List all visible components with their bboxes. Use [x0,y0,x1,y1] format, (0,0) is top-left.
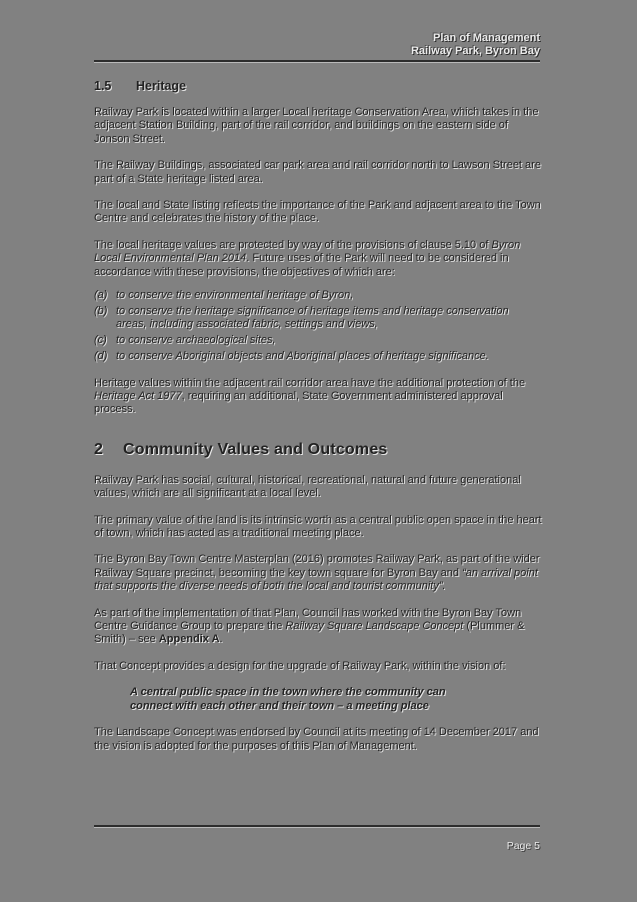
objectives-list [94,289,542,364]
list-item [94,350,542,363]
list-item [94,289,542,302]
list-item [94,305,542,332]
paragraph: The primary value of the land is its intrinsic worth as a central public open space in the heart of town, which has acted as a traditional meeting place. [94,513,542,540]
footer-rule [94,825,540,827]
list-item-label: (c) [94,334,107,347]
section-number: 1.5 [94,79,112,93]
paragraph: The local heritage values are protected by way of the provisions of clause 5.10 of Byron Local Environmental Plan 2014. Future uses of the Park will need to be considered in accordance with these provisions, the objectives of which are: [94,238,521,278]
section-title: Heritage [136,79,187,93]
document-body [94,72,542,766]
paragraph: The Landscape Concept was endorsed by Council at its meeting of 14 December 2017 and the vision is adopted for the purposes of this Plan of Management. [94,726,539,752]
list-item-text: to conserve the heritage significance of heritage items and heritage conservation areas, including associated fabric, settings and views, [116,304,509,331]
list-item-label: (b) [94,304,108,317]
paragraph: That Concept provides a design for the upgrade of Railway Park, within the vision of: [94,659,506,672]
header-rule [94,60,540,62]
section-number: 2 [94,440,104,458]
paragraph: The local and State listing reflects the importance of the Park and adjacent area to the Town Centre and celebrates the history of the place. [94,199,541,225]
page-number: Page 5 [506,840,540,852]
section-heading-heritage [94,79,542,93]
header-title-line1: Plan of Management [433,32,540,44]
page-header [94,32,540,58]
paragraph: The Byron Bay Town Centre Masterplan (2016) promotes Railway Park, as part of the wider Railway Square precinct, becoming the key town square for Byron Bay and “an arrival point that supports the diverse needs of both the local and tourist community”. [94,553,540,593]
header-title-line2: Railway Park, Byron Bay [410,45,540,57]
list-item-label: (d) [94,350,108,363]
list-item [94,334,542,347]
paragraph: Railway Park has social, cultural, historical, recreational, natural and future generational values, which are all significant at a local level. [94,473,521,500]
section-title: Community Values and Outcomes [123,440,388,458]
section-heading-community-values [94,441,542,459]
paragraph: Railway Park is located within a larger Local heritage Conservation Area, which takes in the adjacent Station Building, part of the rail corridor, and buildings on the eastern side of Jonson Street. [94,106,539,145]
vision-quote: A central public space in the town where the community can connect with each other and their town – a meeting place [130,686,446,712]
list-item-label: (a) [94,289,108,302]
paragraph: The Railway Buildings, associated car park area and rail corridor north to Lawson Street are part of a State heritage listed area. [94,159,541,185]
list-item-text: to conserve archaeological sites, [116,334,276,347]
list-item-text: to conserve the environmental heritage of Byron, [116,289,354,302]
paragraph: Heritage values within the adjacent rail corridor area have the additional protection of the Heritage Act 1977, requiring an additional, State Government administered approval process. [94,376,526,416]
paragraph: As part of the implementation of that Plan, Council has worked with the Byron Bay Town Centre Guidance Group to prepare the Railway Square Landscape Concept (Plummer & Smith) – see Appendix A. [94,606,525,646]
list-item-text: to conserve Aboriginal objects and Aboriginal places of heritage significance. [116,350,489,363]
